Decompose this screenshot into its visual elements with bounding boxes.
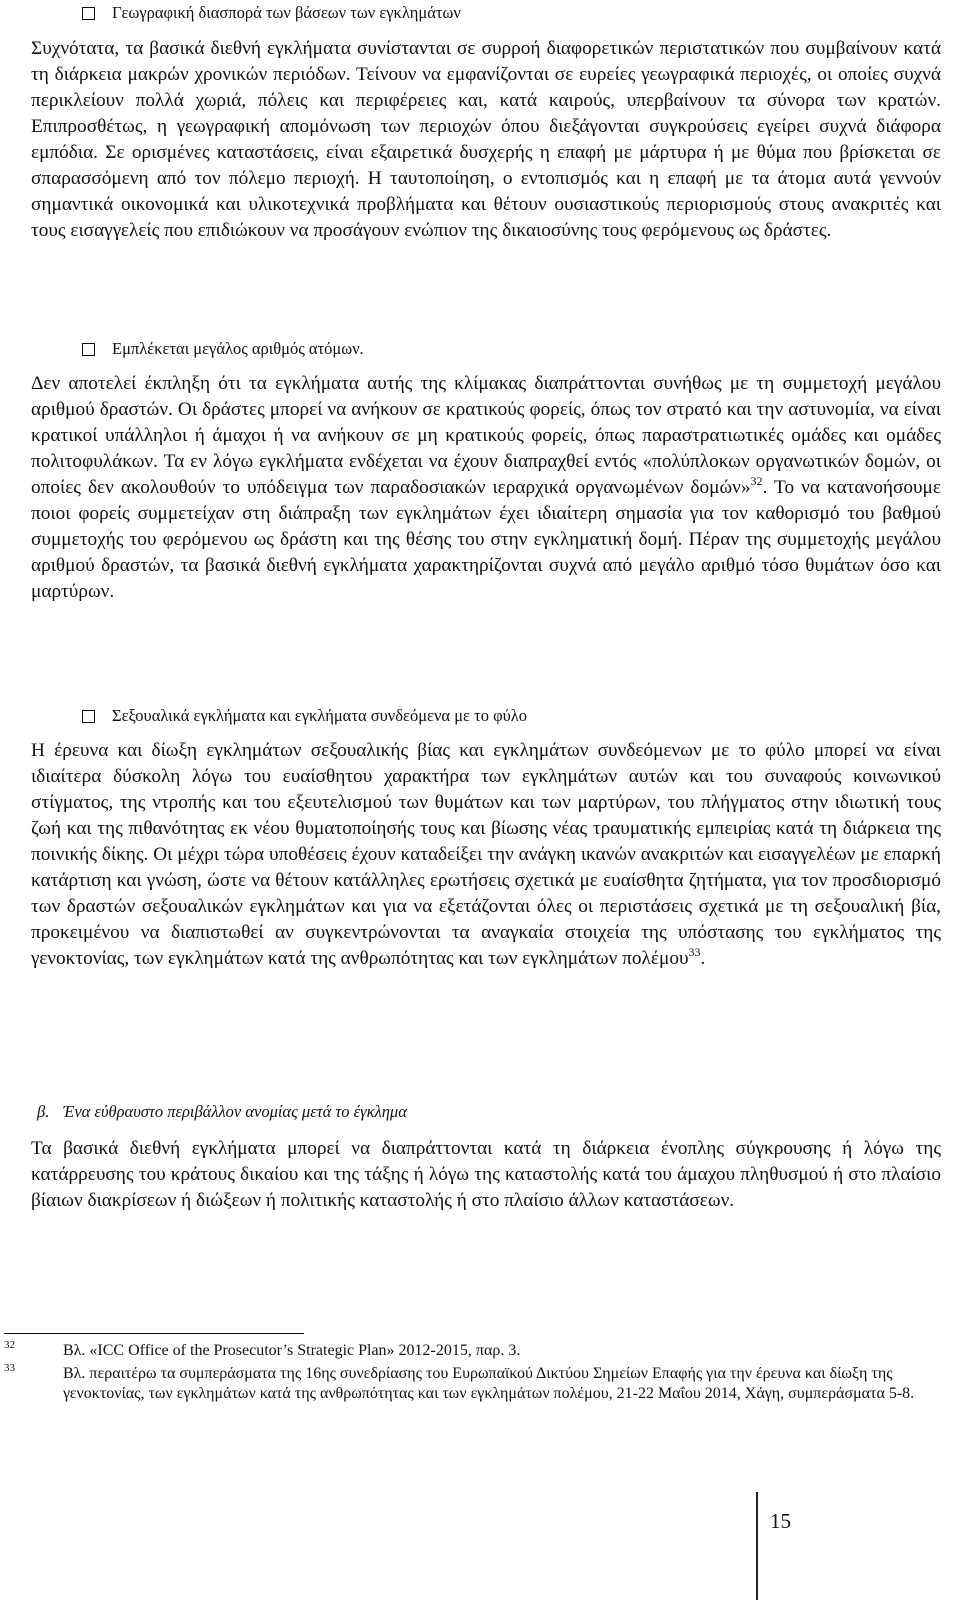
- paragraph-fragile-environment: Τα βασικά διεθνή εγκλήματα μπορεί να διαπράττονται κατά τη διάρκεια ένοπλης σύγκρουσης ή λόγω της κατάρρευσης του κράτους δικαίου και της τάξης ή λόγω της καταστολής κατά του άμαχου πληθυσμού ή στο πλαίσιο βίαιων διακρίσεων ή διώξεων ή πολιτικής καταστολής ή στο πλαίσιο άλλων καταστάσεων.: [31, 1138, 941, 1211]
- checkbox-bullet-icon: [82, 343, 95, 356]
- footnote-ref-32[interactable]: 32: [750, 473, 763, 488]
- paragraph-text: Δεν αποτελεί έκπληξη ότι τα εγκλήματα αυτής της κλίμακας διαπράττονται συνήθως με τη συμμετοχή μεγάλου αριθμού δραστών. Οι δράστες μπορεί να ανήκουν σε κρατικούς φορείς, όπως τον στρατό και την αστυνομία, να είναι κρατικοί υπάλληλοι ή άμαχοι ή να ανήκουν σε μη κρατικούς φορείς, όπως παραστρατιωτικές ομάδες και ομάδες πολιτοφυλάκων. Τα εν λόγω εγκλήματα ενδέχεται να έχουν διαπραχθεί εντός «πολύπλοκων οργανωτικών δομών, οι οποίες δεν ακολουθούν το υπόδειγμα των παραδοσιακών ιεραρχικά οργανωμένων δομών»: [31, 373, 941, 498]
- checkbox-bullet-icon: [82, 7, 95, 20]
- heading-text: Εμπλέκεται μεγάλος αριθμός ατόμων.: [112, 339, 364, 358]
- footnote-number: 32: [4, 1339, 15, 1351]
- footnote-text: Βλ. περαιτέρω τα συμπεράσματα της 16ης συνεδρίασης του Ευρωπαϊκού Δικτύου Σημείων Επαφής για την έρευνα και δίωξη της γενοκτονίας, των εγκλημάτων κατά της ανθρωπότητας και των εγκλημάτων πολέμου, 21-22 Μαΐου 2014, Χάγη, συμπεράσματα 5-8.: [63, 1365, 915, 1402]
- paragraph-text: Η έρευνα και δίωξη εγκλημάτων σεξουαλικής βίας και εγκλημάτων συνδεόμενων με το φύλο μπορεί να είναι ιδιαίτερα δύσκολη λόγω του ευαίσθητου χαρακτήρα των εγκλημάτων αυτών και του συναφούς κοινωνικού στίγματος, της ντροπής και του εξευτελισμού των θυμάτων και των μαρτύρων, του πλήγματος στην ιδιωτική τους ζωή και της πιθανότητας εκ νέου θυματοποίησής τους και βίωσης νέας τραυματικής εμπειρίας κατά τη διάρκεια της ποινικής δίκης. Οι μέχρι τώρα υποθέσεις έχουν καταδείξει την ανάγκη ικανών ανακριτών και εισαγγελέων με επαρκή κατάρτιση και γνώση, ώστε να θέτουν κατάλληλες ερωτήσεις σχετικά με ευαίσθητα ζητήματα, για τον προσδιορισμό των δραστών σεξουαλικών εγκλημάτων και για να εξετάζονται όλες οι περιστάσεις σχετικά με τη σεξουαλική βία, προκειμένου να διαπιστωθεί αν συγκεντρώνονται τα αναγκαία στοιχεία της υπόστασης του εγκλήματος της γενοκτονίας, των εγκλημάτων κατά της ανθρωπότητας και των εγκλημάτων πολέμου: [31, 740, 941, 969]
- paragraph-text: .: [700, 947, 706, 969]
- paragraph-sexual-crimes: [31, 738, 941, 972]
- checkbox-bullet-icon: [82, 710, 95, 723]
- paragraph-participants: [31, 371, 941, 605]
- section-heading-sexual-crimes: [82, 706, 527, 726]
- heading-text: Γεωγραφική διασπορά των βάσεων των εγκλημάτων: [112, 3, 461, 22]
- subsection-heading: [37, 1102, 407, 1122]
- page-number-divider: [756, 1492, 758, 1600]
- page-number: 15: [770, 1509, 791, 1533]
- footnote-divider: [4, 1333, 304, 1334]
- subsection-title: Ένα εύθραυστο περιβάλλον ανομίας μετά το έγκλημα: [63, 1102, 407, 1121]
- section-heading-participants: [82, 339, 364, 359]
- section-heading-geographic: [82, 3, 461, 23]
- footnote-number: 33: [4, 1362, 15, 1374]
- paragraph-geographic: Συχνότατα, τα βασικά διεθνή εγκλήματα συνίστανται σε συρροή διαφορετικών περιστατικών που συμβαίνουν κατά τη διάρκεια μακρών χρονικών περιόδων. Τείνουν να εμφανίζονται σε ευρείες γεωγραφικά περιοχές, οι οποίες συχνά περικλείουν πολλά χωριά, πόλεις και περιφέρειες και, κατά καιρούς, υπερβαίνουν τα σύνορα των κρατών. Επιπροσθέτως, η γεωγραφική απομόνωση των περιοχών όπου διεξάγονται συγκρούσεις εγείρει συχνά διάφορα εμπόδια. Σε ορισμένες καταστάσεις, είναι εξαιρετικά δυσχερής η επαφή με μάρτυρα ή με θύμα που βρίσκεται σε σπαρασσόμενη από τον πόλεμο περιοχή. Η ταυτοποίηση, ο εντοπισμός και η επαφή με τα άτομα αυτά γεννούν σημαντικά οικονομικά και υλικοτεχνικά προβλήματα και θέτουν ουσιαστικούς περιορισμούς στους ανακριτές και τους εισαγγελείς που επιδιώκουν να προσάγουν ενώπιον της δικαιοσύνης τους φερόμενους ως δράστες.: [31, 38, 941, 241]
- footnote-ref-33[interactable]: 33: [688, 944, 701, 959]
- paragraph-text: . Το να κατανοήσουμε ποιοι φορείς συμμετείχαν στη διάπραξη των εγκλημάτων έχει ιδιαίτερη σημασία για τον καθορισμό του βαθμού συμμετοχής του φερόμενου ως δράστη και της θέσης του στην εγκληματική δομή. Πέραν της συμμετοχής μεγάλου αριθμού δραστών, τα βασικά διεθνή εγκλήματα χαρακτηρίζονται συχνά από μεγάλο αριθμό τόσο θυμάτων όσο και μαρτύρων.: [31, 476, 941, 602]
- footnote-text: Βλ. «ICC Office of the Prosecutor’s Strategic Plan» 2012-2015, παρ. 3.: [63, 1342, 521, 1359]
- subsection-letter: β.: [37, 1102, 50, 1121]
- heading-text: Σεξουαλικά εγκλήματα και εγκλήματα συνδεόμενα με το φύλο: [112, 706, 528, 725]
